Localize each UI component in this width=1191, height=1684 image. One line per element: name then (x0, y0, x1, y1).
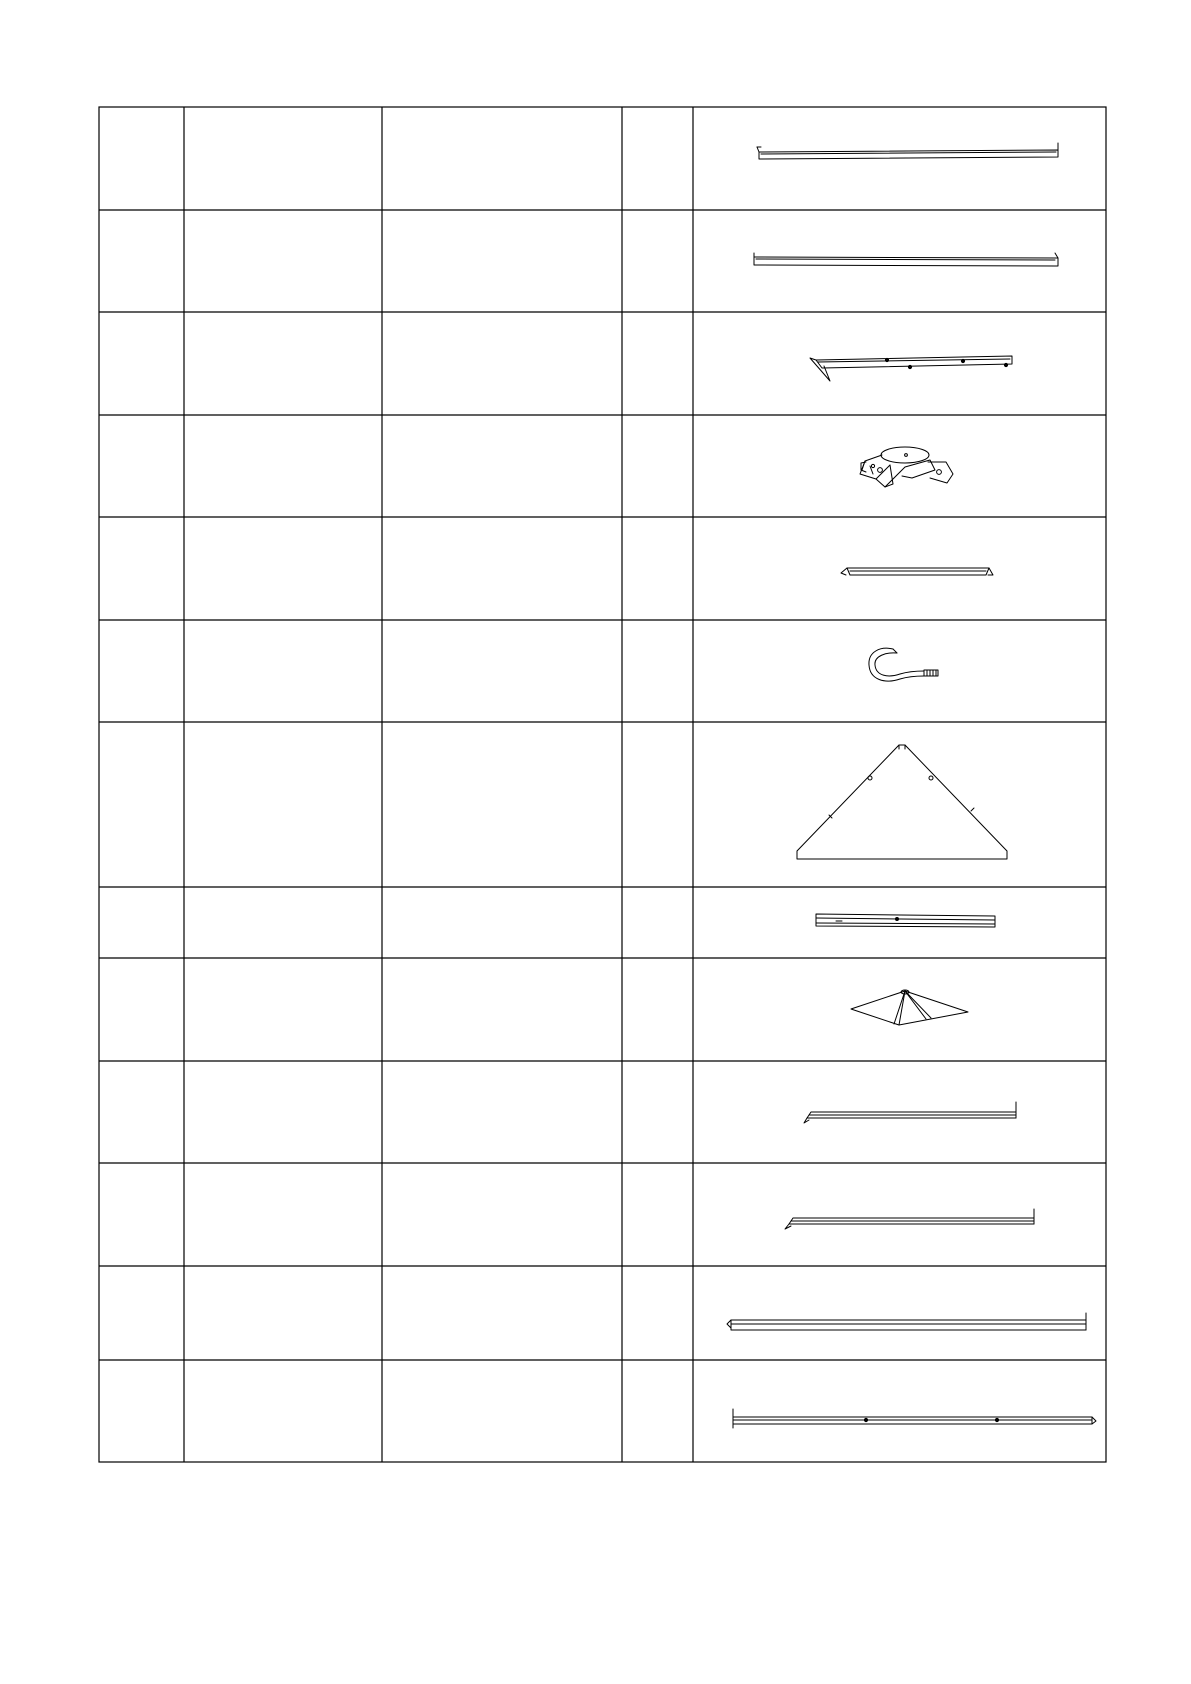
long-beam-icon (733, 1409, 1096, 1428)
screw-hook-icon (869, 648, 938, 681)
flat-plate-bar-icon (816, 914, 995, 927)
long-beam-icon (727, 1313, 1086, 1330)
roof-hub-connector-icon (860, 447, 953, 487)
long-rail-icon (754, 253, 1058, 266)
angle-rail-icon (804, 1102, 1016, 1123)
angle-rail-icon (785, 1209, 1034, 1229)
triangle-roof-panel-icon (797, 745, 1007, 859)
long-rail-icon (757, 143, 1058, 159)
short-angle-bar-icon (841, 568, 993, 575)
table-grid (99, 107, 1106, 1462)
pyramid-cap-icon (851, 990, 968, 1025)
bent-rafter-icon (810, 356, 1012, 381)
